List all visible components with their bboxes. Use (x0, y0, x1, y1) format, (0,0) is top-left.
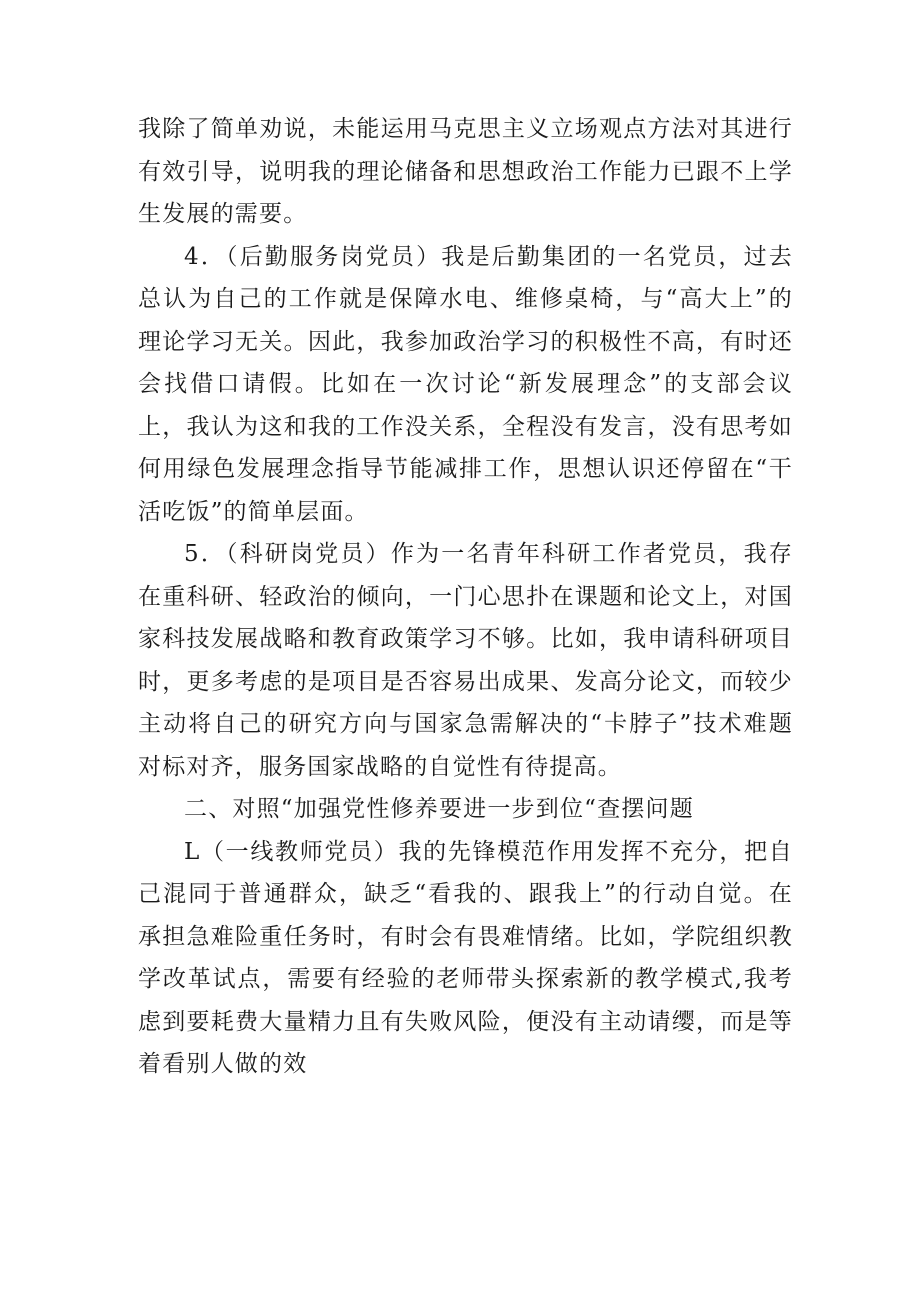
paragraph-continuation: 我除了简单劝说，未能运用马克思主义立场观点方法对其进行有效引导，说明我的理论储备和思想政治工作能力已跟不上学生发展的需要。 (138, 116, 793, 227)
document-body (138, 108, 793, 1086)
paragraph-item-5-research: 5．（科研岗党员）作为一名青年科研工作者党员，我存在重科研、轻政治的倾向，一门心思扑在课题和论文上，对国家科技发展战略和教育政策学习不够。比如，我申请科研项目时，更多考虑的是项目是否容易出成果、发高分论文，而较少主动将自己的研究方向与国家急需解决的“卡脖子”技术难题对标对齐，服务国家战略的自觉性有待提高。 (138, 541, 793, 780)
paragraph-item-4-logistics: 4．（后勤服务岗党员）我是后勤集团的一名党员，过去总认为自己的工作就是保障水电、维修桌椅，与“高大上”的理论学习无关。因此，我参加政治学习的积极性不高，有时还会找借口请假。比如在一次讨论“新发展理念”的支部会议上，我认为这和我的工作没关系，全程没有发言，没有思考如何用绿色发展理念指导节能减排工作，思想认识还停留在“干活吃饭”的简单层面。 (138, 243, 793, 525)
paragraph-item-1-teacher: L（一线教师党员）我的先锋模范作用发挥不充分，把自己混同于普通群众，缺乏“看我的、跟我上”的行动自觉。在承担急难险重任务时，有时会有畏难情绪。比如，学院组织教学改革试点，需要有经验的老师带头探索新的教学模式,我考虑到要耗费大量精力且有失败风险，便没有主动请缨，而是等着看别人做的效 (138, 838, 793, 1077)
section-heading: 二、对照“加强党性修养要进一步到位“查摆问题 (184, 796, 694, 822)
